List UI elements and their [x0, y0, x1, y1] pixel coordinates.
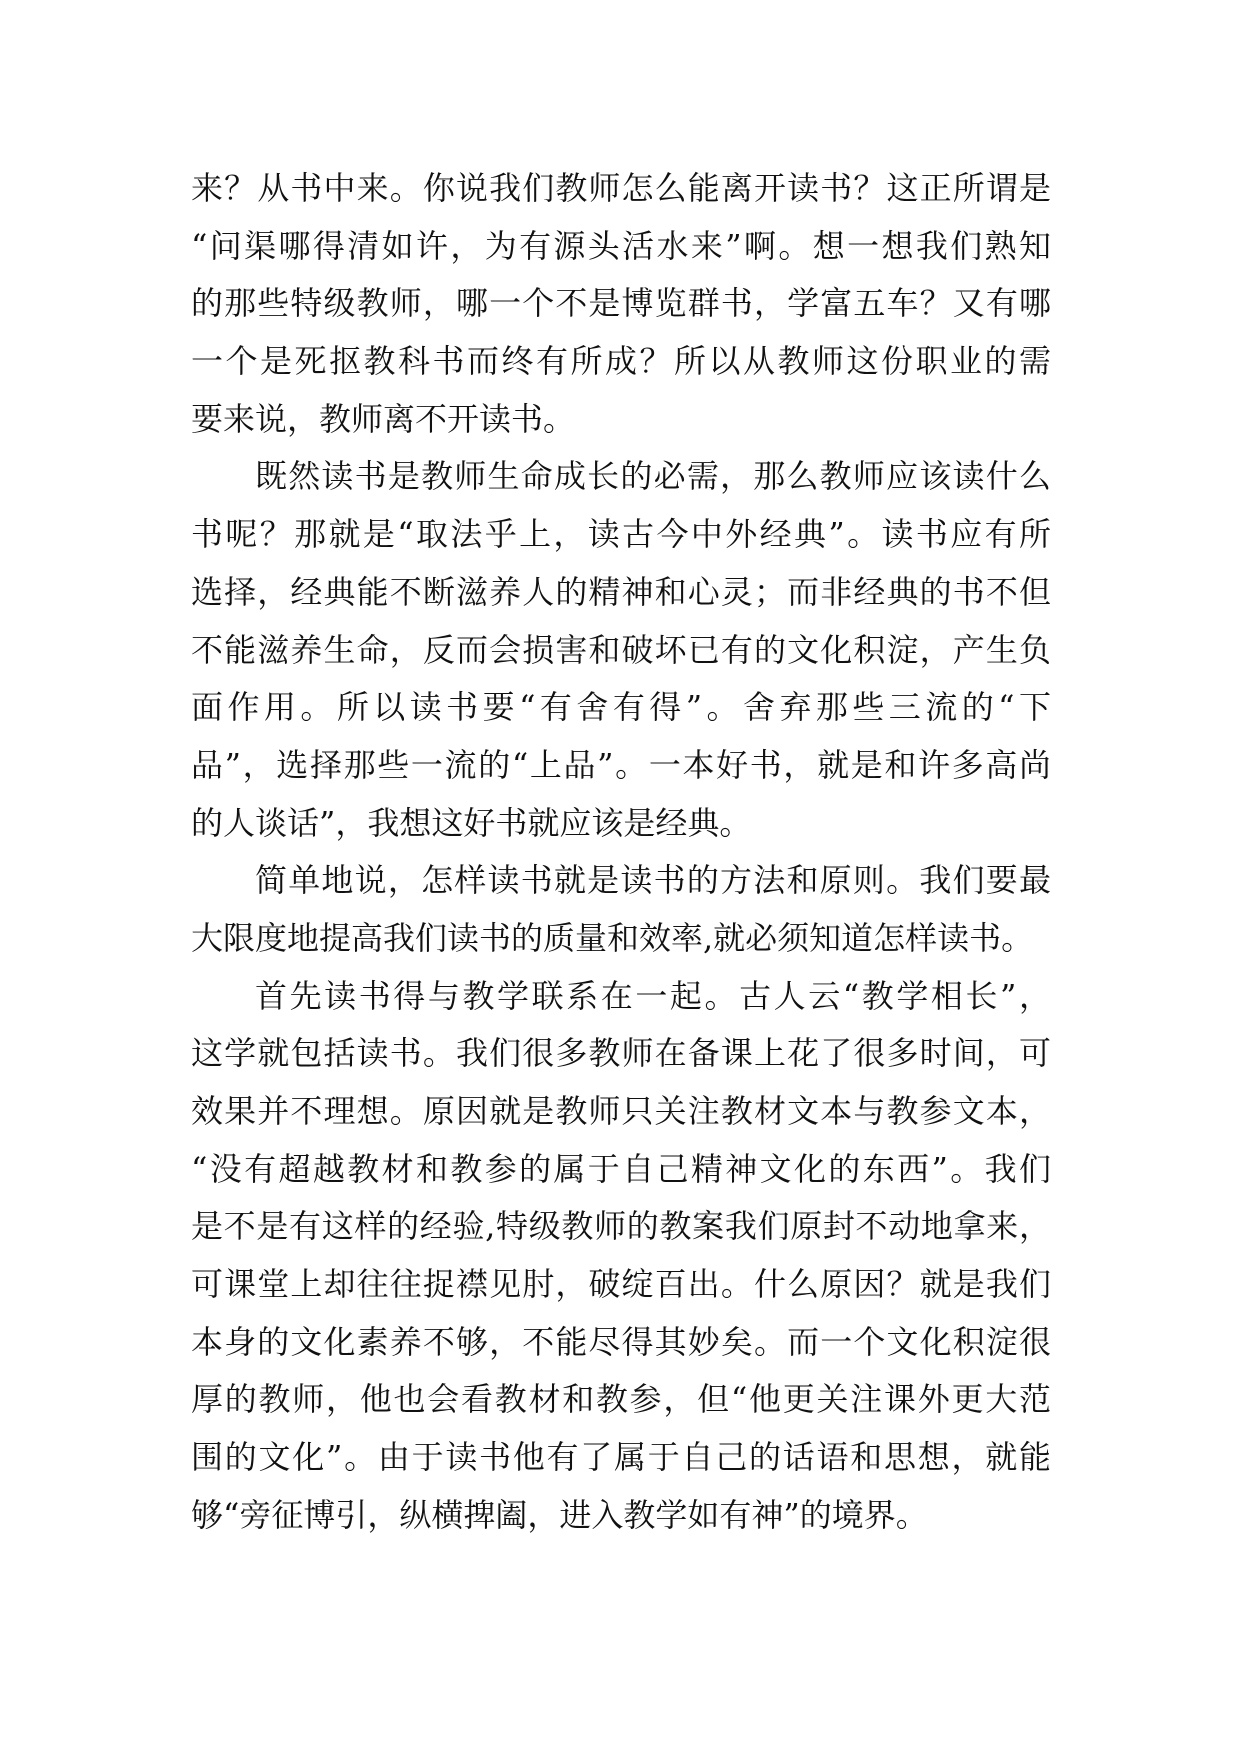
text-line: 是不是有这样的经验,特级教师的教案我们原封不动地拿来， — [191, 1207, 1051, 1246]
text-line: 效果并不理想。原因就是教师只关注教材文本与教参文本， — [191, 1092, 1051, 1130]
text-line: 围的文化”。由于读书他有了属于自己的话语和思想，就能 — [191, 1438, 1051, 1477]
text-line: 可课堂上却往往捉襟见肘，破绽百出。什么原因？就是我们 — [191, 1265, 1051, 1304]
text-line: 的人谈话”，我想这好书就应该是经典。 — [191, 803, 752, 842]
text-line: 来？从书中来。你说我们教师怎么能离开读书？这正所谓是 — [191, 169, 1051, 207]
text-line: 本身的文化素养不够，不能尽得其妙矣。而一个文化积淀很 — [191, 1322, 1051, 1361]
text-line: 不能滋养生命，反而会损害和破坏已有的文化积淀，产生负 — [191, 630, 1051, 669]
text-line: 品”，选择那些一流的“上品”。一本好书，就是和许多高尚 — [191, 745, 1051, 784]
text-line: 选择，经典能不断滋养人的精神和心灵；而非经典的书不但 — [191, 572, 1051, 611]
text-line: 够“旁征博引，纵横捭阖，进入教学如有神”的境界。 — [191, 1495, 928, 1534]
text-line: 书呢？那就是“取法乎上，读古今中外经典”。读书应有所 — [191, 515, 1051, 554]
text-line: 的那些特级教师，哪一个不是博览群书，学富五车？又有哪 — [191, 284, 1051, 323]
text-line: 这学就包括读书。我们很多教师在备课上花了很多时间，可 — [191, 1034, 1051, 1073]
paragraph-first-line: 简单地说，怎样读书就是读书的方法和原则。我们要最 — [255, 861, 1051, 900]
text-line: 大限度地提高我们读书的质量和效率,就必须知道怎样读书。 — [191, 918, 1034, 957]
document-body — [191, 160, 1051, 1545]
paragraph-first-line: 首先读书得与教学联系在一起。古人云“教学相长”， — [255, 976, 1051, 1015]
paragraph-first-line: 既然读书是教师生命成长的必需，那么教师应该读什么 — [255, 457, 1051, 496]
text-line: 面作用。所以读书要“有舍有得”。舍弃那些三流的“下 — [191, 688, 1051, 727]
text-line: 厚的教师，他也会看教材和教参，但“他更关注课外更大范 — [191, 1380, 1051, 1419]
text-line: “没有超越教材和教参的属于自己精神文化的东西”。我们 — [191, 1149, 1051, 1188]
text-line: “问渠哪得清如许，为有源头活水来”啊。想一想我们熟知 — [191, 226, 1051, 265]
text-line: 一个是死抠教科书而终有所成？所以从教师这份职业的需 — [191, 342, 1051, 381]
text-line: 要来说，教师离不开读书。 — [191, 399, 576, 438]
